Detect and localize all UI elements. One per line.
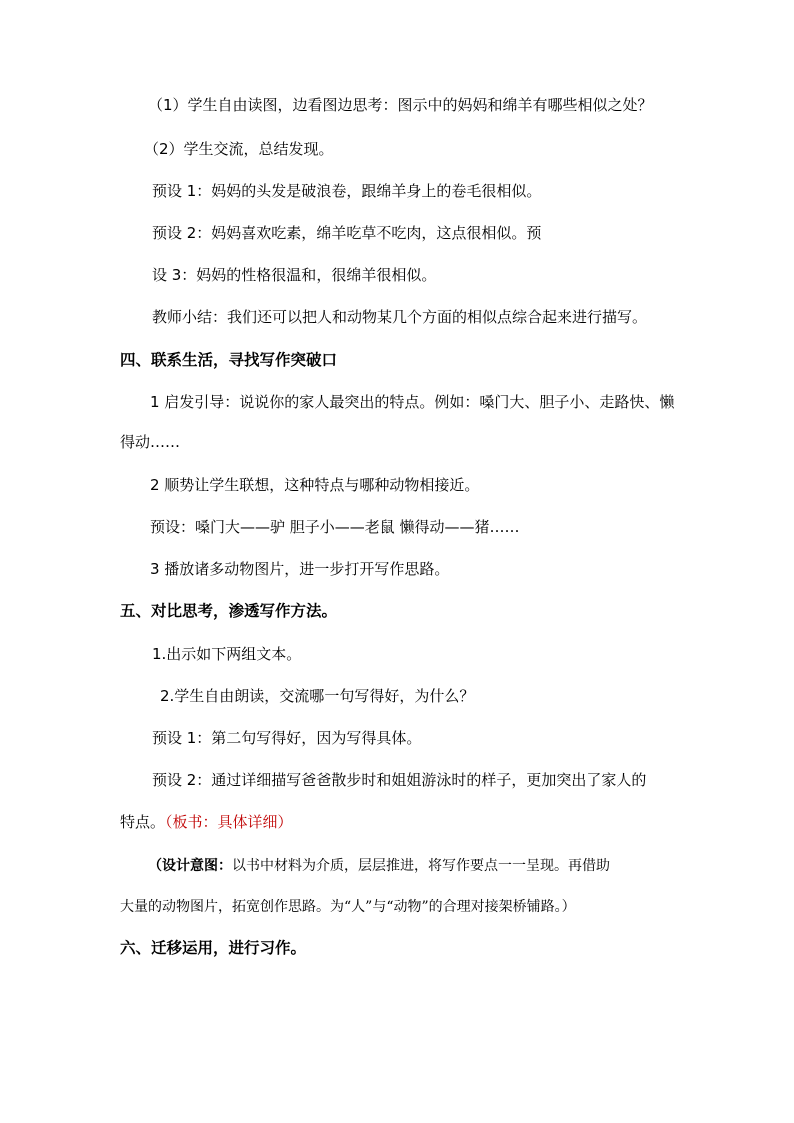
section-5-heading: 五、对比思考，渗透写作方法。 — [120, 602, 338, 620]
compare-preset-1: 预设 1：第二句写得好，因为写得具体。 — [152, 729, 422, 747]
step-1-question: （1）学生自由读图，边看图边思考：图示中的妈妈和绵羊有哪些相似之处？ — [148, 96, 653, 114]
preset-1: 预设 1：妈妈的头发是破浪卷，跟绵羊身上的卷毛很相似。 — [152, 182, 542, 200]
design-intent-line-b: 大量的动物图片，拓宽创作思路。为“人”与“动物”的合理对接架桥铺路。） — [120, 899, 576, 915]
item-1-line-a: 1 启发引导：说说你的家人最突出的特点。例如：嗓门大、胆子小、走路快、懒 — [150, 393, 675, 411]
preset-animals: 预设：嗓门大——驴 胆子小——老鼠 懒得动——猪…… — [150, 518, 520, 536]
item-2: 2 顺势让学生联想，这种特点与哪种动物相接近。 — [150, 476, 480, 494]
compare-preset-2-cont — [120, 812, 293, 832]
design-intent-text-a: 以书中材料为介质，层层推进，将写作要点一一呈现。再借助 — [232, 858, 610, 874]
design-intent-label: （设计意图： — [148, 858, 232, 874]
board-note: （板书：具体详细） — [165, 813, 293, 831]
feature-text: 特点。 — [120, 813, 166, 831]
section-6-heading: 六、迁移运用，进行习作。 — [120, 939, 307, 957]
step-2-exchange: （2）学生交流，总结发现。 — [144, 140, 334, 158]
compare-preset-2: 预设 2：通过详细描写爸爸散步时和姐姐游泳时的样子，更加突出了家人的 — [152, 771, 647, 789]
compare-2: 2.学生自由朗读，交流哪一句写得好，为什么？ — [160, 687, 475, 705]
item-3: 3 播放诸多动物图片，进一步打开写作思路。 — [150, 560, 450, 578]
preset-3: 设 3：妈妈的性格很温和，很绵羊很相似。 — [152, 266, 437, 284]
item-1-line-b: 得动…… — [120, 433, 181, 451]
section-4-heading: 四、联系生活，寻找写作突破口 — [120, 351, 338, 369]
teacher-summary: 教师小结：我们还可以把人和动物某几个方面的相似点综合起来进行描写。 — [152, 308, 648, 326]
compare-1: 1.出示如下两组文本。 — [152, 645, 302, 663]
design-intent-line-a — [148, 856, 610, 876]
preset-2: 预设 2：妈妈喜欢吃素，绵羊吃草不吃肉，这点很相似。预 — [152, 224, 542, 242]
